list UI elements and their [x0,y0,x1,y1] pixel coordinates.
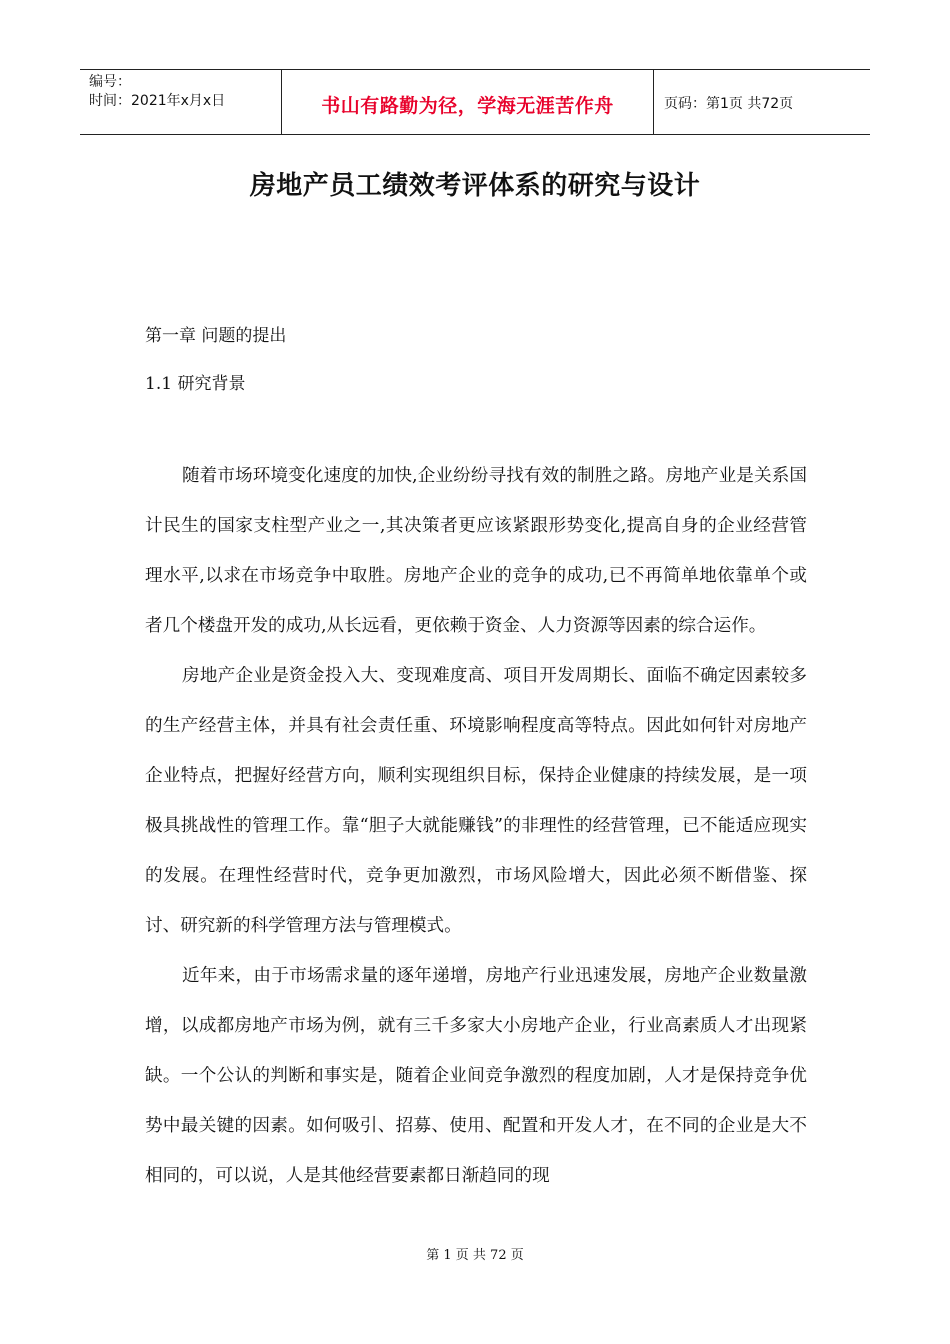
time-label: 时间：2021年x月x日 [89,93,226,109]
paragraph: 房地产企业是资金投入大、变现难度高、项目开发周期长、面临不确定因素较多的生产经营主体，并具有社会责任重、环境影响程度高等特点。因此如何针对房地产企业特点，把握好经营方向，顺利实现组织目标，保持企业健康的持续发展，是一项极具挑战性的管理工作。靠“胆子大就能赚钱”的非理性的经营管理，已不能适应现实的发展。在理性经营时代，竞争更加激烈，市场风险增大，因此必须不断借鉴、探讨、研究新的科学管理方法与管理模式。 [145,666,807,936]
page-footer: 第 1 页 共 72 页 [426,1248,524,1263]
section-heading: 1.1 研究背景 [145,374,246,394]
header-motto: 书山有路勤为径，学海无涯苦作舟 [281,70,654,134]
header-page-label: 页码：第1页 共72页 [664,96,794,112]
header-meta [80,70,281,134]
paragraph: 随着市场环境变化速度的加快,企业纷纷寻找有效的制胜之路。房地产业是关系国计民生的国家支柱型产业之一,其决策者更应该紧跟形势变化,提高自身的企业经营管理水平,以求在市场竞争中取胜。房地产企业的竞争的成功,已不再简单地依靠单个或者几个楼盘开发的成功,从长远看，更依赖于资金、人力资源等因素的综合运作。 [145,466,807,636]
document-header [80,69,870,135]
number-label: 编号： [89,74,131,90]
paragraph: 近年来，由于市场需求量的逐年递增，房地产行业迅速发展，房地产企业数量激增，以成都房地产市场为例，就有三千多家大小房地产企业，行业高素质人才出现紧缺。一个公认的判断和事实是，随着企业间竞争激烈的程度加剧，人才是保持竞争优势中最关键的因素。如何吸引、招募、使用、配置和开发人才，在不同的企业是大不相同的，可以说，人是其他经营要素都日渐趋同的现 [145,966,807,1186]
chapter-heading: 第一章 问题的提出 [145,326,287,346]
document-title: 房地产员工绩效考评体系的研究与设计 [249,171,701,201]
body-text [145,451,807,1201]
